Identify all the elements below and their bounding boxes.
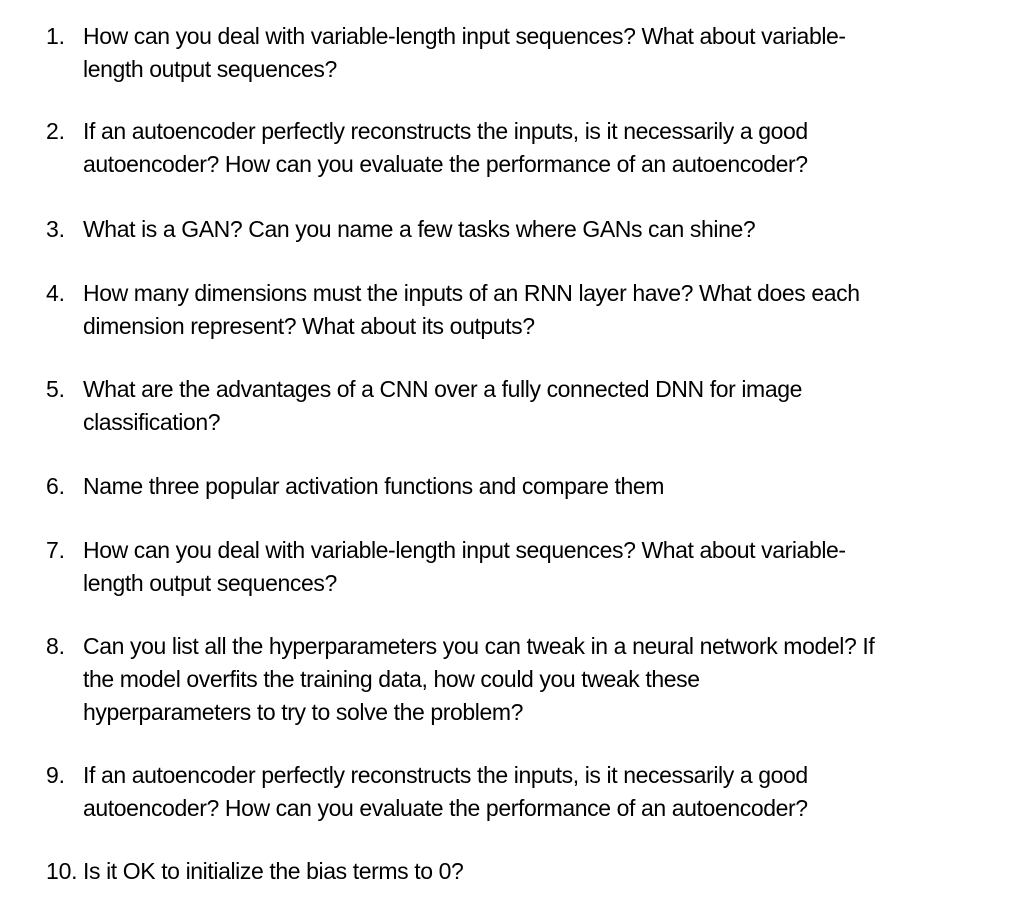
question-text: How can you deal with variable-length input sequences? What about variable- length output sequences? bbox=[83, 23, 846, 82]
question-text: Can you list all the hyperparameters you can tweak in a neural network model? If the model overfits the training data, how could you tweak these hyperparameters to try to solve the problem? bbox=[83, 633, 875, 725]
question-text: If an autoencoder perfectly reconstructs the inputs, is it necessarily a good autoencoder? How can you evaluate the performance of an autoencoder? bbox=[83, 762, 808, 821]
question-item-6 bbox=[46, 470, 976, 503]
question-number: 3. bbox=[46, 216, 65, 242]
question-number: 8. bbox=[46, 633, 65, 659]
question-number: 1. bbox=[46, 23, 65, 49]
question-item-3 bbox=[46, 213, 976, 246]
question-text: How can you deal with variable-length input sequences? What about variable- length output sequences? bbox=[83, 537, 846, 596]
question-number: 10. bbox=[46, 858, 78, 884]
question-item-7 bbox=[46, 534, 976, 600]
question-item-1 bbox=[46, 20, 976, 86]
question-text: What is a GAN? Can you name a few tasks where GANs can shine? bbox=[83, 216, 756, 242]
question-item-8 bbox=[46, 630, 976, 729]
question-text: Is it OK to initialize the bias terms to 0? bbox=[83, 858, 464, 884]
question-text: If an autoencoder perfectly reconstructs the inputs, is it necessarily a good autoencoder? How can you evaluate the performance of an autoencoder? bbox=[83, 118, 808, 177]
question-text: Name three popular activation functions and compare them bbox=[83, 473, 665, 499]
question-number: 5. bbox=[46, 376, 65, 402]
question-item-2 bbox=[46, 115, 976, 181]
question-number: 7. bbox=[46, 537, 65, 563]
question-item-5 bbox=[46, 373, 976, 439]
question-item-4 bbox=[46, 277, 976, 343]
question-number: 6. bbox=[46, 473, 65, 499]
question-number: 2. bbox=[46, 118, 65, 144]
question-text: How many dimensions must the inputs of an RNN layer have? What does each dimension represent? What about its outputs? bbox=[83, 280, 860, 339]
question-item-9 bbox=[46, 759, 976, 825]
question-text: What are the advantages of a CNN over a fully connected DNN for image classification? bbox=[83, 376, 802, 435]
question-number: 4. bbox=[46, 280, 65, 306]
question-item-10 bbox=[46, 855, 976, 888]
question-number: 9. bbox=[46, 762, 65, 788]
